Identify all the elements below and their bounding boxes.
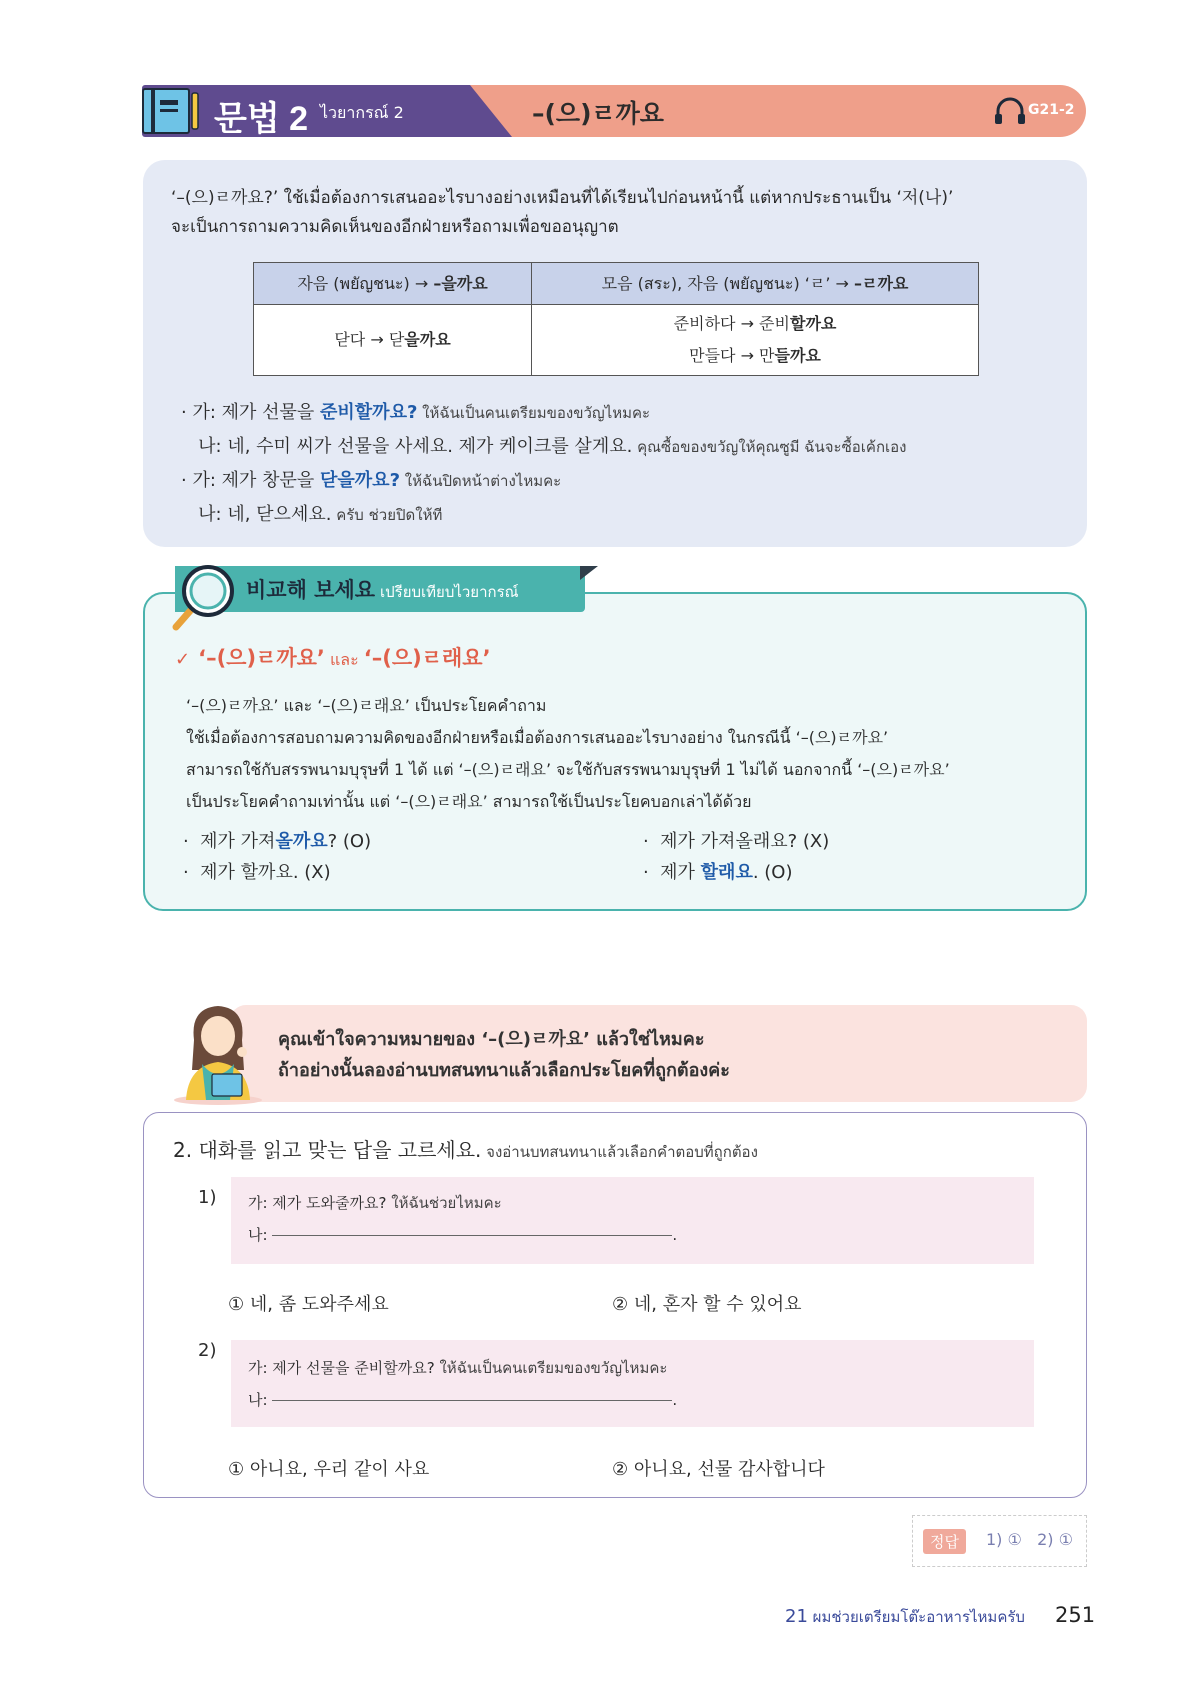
dialogue-ga bbox=[248, 1352, 677, 1384]
dialogue-ga-thai: ให้ฉันเป็นคนเตรียมของขวัญไหมคะ bbox=[434, 1359, 668, 1377]
example-korean: 나: 네, 닫으세요. bbox=[181, 504, 332, 525]
cell-text: 닫다 → 닫 bbox=[334, 330, 405, 349]
explanation-line: จะเป็นการถามความคิดเห็นของอีกฝ่ายหรือถามเพื่อขออนุญาต bbox=[171, 217, 619, 237]
heading-pattern-a: ‘–(으)ㄹ까요’ bbox=[198, 646, 325, 670]
compare-example bbox=[183, 826, 371, 857]
header-text: 모음 (สระ), 자음 (พยัญชนะ) ‘ㄹ’ → bbox=[601, 273, 854, 293]
example-sentences bbox=[181, 396, 907, 532]
table-cell-vowel-examples bbox=[532, 305, 979, 376]
question-number: 1) bbox=[198, 1187, 217, 1208]
dialogue-ga-korean: 가: 제가 도와줄까요? bbox=[248, 1194, 387, 1212]
cell-ending: 들까요 bbox=[774, 346, 821, 365]
dialogue-text bbox=[248, 1187, 677, 1251]
table-header-consonant bbox=[254, 263, 532, 305]
example-text: · 제가 가져올래요? (X) bbox=[643, 831, 830, 852]
table-header-vowel bbox=[532, 263, 979, 305]
compare-examples-right bbox=[643, 826, 829, 888]
magnifier-icon bbox=[170, 563, 238, 633]
compare-heading bbox=[175, 642, 491, 673]
compare-title-thai: เปรียบเทียบไวยากรณ์ bbox=[380, 583, 519, 601]
example-korean: 나: 네, 수미 씨가 선물을 사세요. 제가 케이크를 살게요. bbox=[181, 436, 633, 457]
compare-tab-fold bbox=[580, 566, 598, 580]
dialogue-ga-korean: 가: 제가 선물을 준비할까요? bbox=[248, 1359, 435, 1377]
example-thai: คุณซื้อของขวัญให้คุณซูมี ฉันจะซื้อเค้กเอง bbox=[632, 438, 907, 456]
option-2[interactable]: ② 아니요, 선물 감사합니다 bbox=[612, 1459, 825, 1480]
example-highlight: 닫을까요? bbox=[320, 470, 401, 491]
prompt-line: ถ้าอย่างนั้นลองอ่านบทสนทนาแล้วเลือกประโยคที่ถูกต้องค่ะ bbox=[278, 1060, 730, 1081]
teacher-illustration bbox=[172, 1000, 264, 1105]
header-text: 자음 (พยัญชนะ) → bbox=[297, 273, 434, 293]
example-line bbox=[181, 430, 907, 464]
dialogue-na-label: 나: bbox=[248, 1391, 273, 1409]
example-line bbox=[181, 464, 907, 498]
cell-text: 준비하다 → 준비 bbox=[673, 314, 790, 333]
option-1[interactable]: ① 네, 좀 도와주세요 bbox=[228, 1294, 389, 1315]
exercise-title bbox=[173, 1134, 758, 1164]
table-cell-consonant-example bbox=[254, 305, 532, 376]
cell-text: 만들다 → 만 bbox=[689, 346, 775, 365]
prompt-line: คุณเข้าใจความหมายของ ‘–(으)ㄹ까요’ แล้วใช่ไหมคะ bbox=[278, 1029, 705, 1050]
example-highlight: 올까요 bbox=[275, 831, 328, 852]
explanation-text bbox=[171, 184, 953, 242]
heading-connector: และ bbox=[324, 650, 364, 669]
check-icon: ✓ bbox=[175, 649, 191, 670]
page-number: 251 bbox=[1055, 1603, 1096, 1627]
book-icon bbox=[142, 87, 200, 135]
example-line bbox=[181, 396, 907, 430]
dialogue-ga-thai: ให้ฉันช่วยไหมคะ bbox=[386, 1194, 502, 1212]
compare-line: เป็นประโยคคำถามเท่านั้น แต่ ‘–(으)ㄹ래요’ สามารถใช้เป็นประโยคบอกเล่าได้ด้วย bbox=[186, 792, 752, 811]
exercise-title-thai: จงอ่านบทสนทนาแล้วเลือกคำตอบที่ถูกต้อง bbox=[481, 1143, 758, 1161]
explanation-line: ‘–(으)ㄹ까요?’ ใช้เมื่อต้องการเสนออะไรบางอย่างเหมือนที่ได้เรียนไปก่อนหน้านี้ แต่หากประธานเป็น ‘저(나)’ bbox=[171, 188, 954, 208]
dialogue-na-label: 나: bbox=[248, 1226, 273, 1244]
example-highlight: 준비할까요? bbox=[320, 402, 418, 423]
answer-blank[interactable] bbox=[272, 1235, 672, 1236]
example-text: · 제가 할까요. (X) bbox=[183, 862, 331, 883]
compare-examples-left bbox=[183, 826, 371, 888]
cell-ending: 을까요 bbox=[404, 330, 451, 349]
compare-example bbox=[183, 857, 371, 888]
example-mark: ? (O) bbox=[327, 831, 372, 852]
compare-line: สามารถใช้กับสรรพนามบุรุษที่ 1 ได้ แต่ ‘–(으)ㄹ래요’ จะใช้กับสรรพนามบุรุษที่ 1 ไม่ได้ นอกจากนี้ ‘–(으)ㄹ까요’ bbox=[186, 760, 950, 779]
dialogue-ga bbox=[248, 1187, 677, 1219]
example-text: · 제가 가져 bbox=[183, 831, 276, 852]
dialogue-na bbox=[248, 1384, 677, 1416]
example-thai: ครับ ช่วยปิดให้ที bbox=[331, 506, 443, 524]
example-line bbox=[181, 498, 907, 532]
chapter-number: 21 bbox=[785, 1606, 808, 1627]
compare-explanation bbox=[186, 690, 950, 818]
chapter-title: ผมช่วยเตรียมโต๊ะอาหารไหมครับ bbox=[807, 1608, 1025, 1626]
compare-example bbox=[643, 857, 829, 888]
grammar-pattern: –(으)ㄹ까요 bbox=[532, 99, 664, 128]
blank-period: . bbox=[672, 1391, 678, 1409]
example-korean: · 가: 제가 창문을 bbox=[181, 470, 321, 491]
teacher-prompt-text bbox=[278, 1024, 730, 1086]
grammar-title: 문법 2 bbox=[214, 100, 309, 138]
answer-text: 1) ① 2) ① bbox=[986, 1530, 1073, 1549]
compare-example bbox=[643, 826, 829, 857]
example-text: · 제가 bbox=[643, 862, 701, 883]
grammar-banner bbox=[142, 85, 1086, 137]
compare-line: ‘–(으)ㄹ까요’ และ ‘–(으)ㄹ래요’ เป็นประโยคคำถาม bbox=[186, 696, 547, 715]
compare-line: ใช้เมื่อต้องการสอบถามความคิดของอีกฝ่ายหรือเมื่อต้องการเสนออะไรบางอย่าง ในกรณีนี้ ‘–(으)ㄹ까요’ bbox=[186, 728, 889, 747]
audio-track-code[interactable]: G21-2 bbox=[1028, 102, 1075, 118]
headphones-icon[interactable] bbox=[992, 97, 1028, 125]
option-1[interactable]: ① 아니요, 우리 같이 사요 bbox=[228, 1459, 430, 1480]
exercise-title-korean: 2. 대화를 읽고 맞는 답을 고르세요. bbox=[173, 1138, 482, 1162]
answer-label: 정답 bbox=[923, 1529, 966, 1554]
dialogue-na bbox=[248, 1219, 677, 1251]
heading-pattern-b: ‘–(으)ㄹ래요’ bbox=[363, 646, 491, 670]
footer-chapter bbox=[785, 1605, 1025, 1629]
blank-period: . bbox=[672, 1226, 678, 1244]
option-2[interactable]: ② 네, 혼자 할 수 있어요 bbox=[612, 1294, 802, 1315]
example-korean: · 가: 제가 선물을 bbox=[181, 402, 321, 423]
conjugation-table bbox=[253, 262, 979, 376]
header-ending: –을까요 bbox=[433, 273, 488, 293]
example-highlight: 할래요 bbox=[700, 862, 753, 883]
example-thai: ให้ฉันปิดหน้าต่างไหมคะ bbox=[400, 472, 562, 490]
question-number: 2) bbox=[198, 1340, 217, 1361]
example-thai: ให้ฉันเป็นคนเตรียมของขวัญไหมคะ bbox=[417, 404, 651, 422]
cell-ending: 할까요 bbox=[789, 314, 837, 333]
dialogue-text bbox=[248, 1352, 677, 1416]
explanation-panel bbox=[143, 160, 1087, 547]
grammar-title-thai: ไวยากรณ์ 2 bbox=[320, 103, 404, 122]
answer-blank[interactable] bbox=[272, 1400, 672, 1401]
header-ending: –ㄹ까요 bbox=[853, 273, 909, 293]
compare-title: 비교해 보세요 bbox=[246, 578, 376, 602]
example-mark: . (O) bbox=[752, 862, 793, 883]
